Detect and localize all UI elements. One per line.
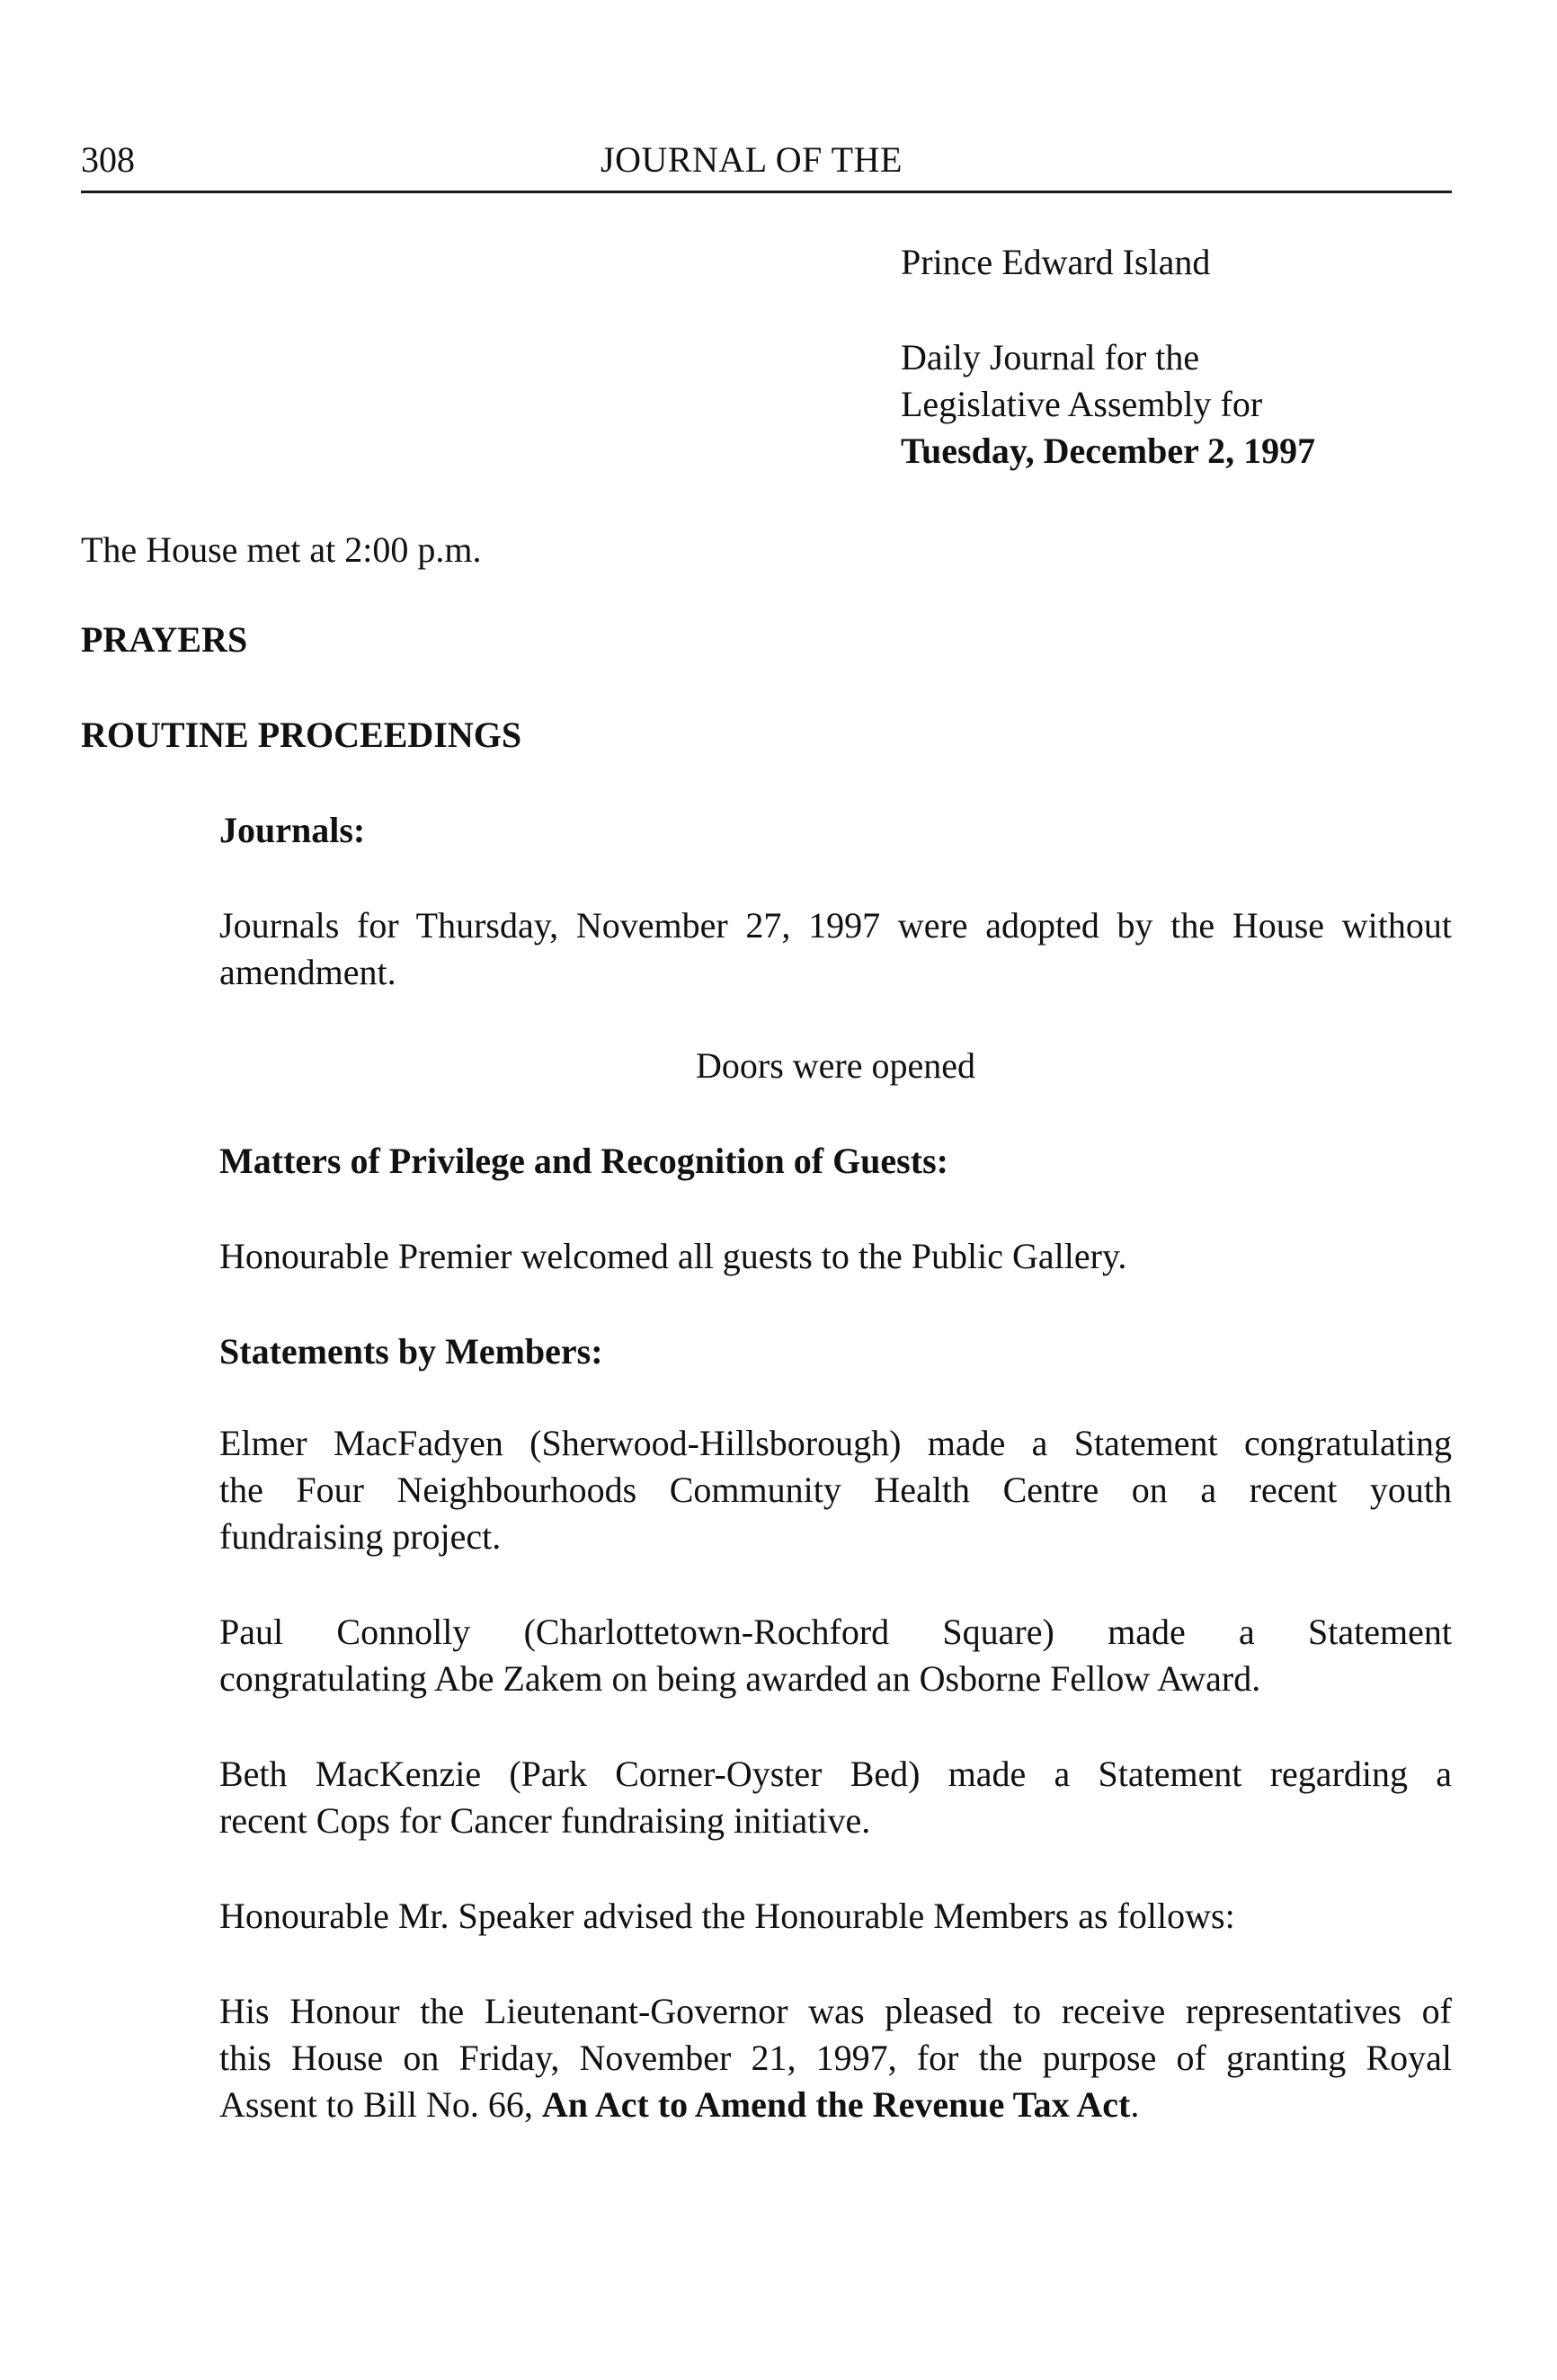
- province-name: Prince Edward Island: [901, 242, 1211, 282]
- statement-mackenzie: [219, 1751, 1452, 1844]
- journals-line-2: amendment.: [219, 952, 396, 992]
- header-rule: [81, 191, 1452, 193]
- privilege-text: Honourable Premier welcomed all guests to the Public Gallery.: [219, 1236, 1127, 1276]
- prayers-heading: PRAYERS: [81, 619, 248, 660]
- title-line-2: Legislative Assembly for: [901, 384, 1263, 424]
- macfadyen-line-2: the Four Neighbourhoods Community Health Centre on a recent youth: [219, 1470, 1452, 1510]
- assent-line-3-prefix: Assent to Bill No. 66,: [219, 2084, 542, 2125]
- journals-heading: Journals:: [219, 810, 366, 850]
- assent-line-3: [219, 2082, 1452, 2128]
- house-met-line: The House met at 2:00 p.m.: [81, 529, 482, 570]
- macfadyen-line-1: Elmer MacFadyen (Sherwood-Hillsborough) made a Statement congratulating: [219, 1423, 1452, 1463]
- mackenzie-line-1: Beth MacKenzie (Park Corner-Oyster Bed) made a Statement regarding a: [219, 1754, 1452, 1794]
- page-header: [81, 137, 1452, 187]
- statement-connolly: [219, 1609, 1452, 1702]
- privilege-heading: Matters of Privilege and Recognition of Guests:: [219, 1141, 948, 1181]
- routine-proceedings-heading: ROUTINE PROCEEDINGS: [81, 715, 522, 755]
- speaker-advice: Honourable Mr. Speaker advised the Honourable Members as follows:: [219, 1896, 1235, 1936]
- statements-heading: Statements by Members:: [219, 1331, 603, 1372]
- journals-line-1: Journals for Thursday, November 27, 1997 were adopted by the House without: [219, 905, 1452, 946]
- journals-paragraph: [219, 902, 1452, 996]
- running-head: JOURNAL OF THE: [601, 139, 903, 180]
- statement-macfadyen: [219, 1420, 1452, 1560]
- connolly-line-2: congratulating Abe Zakem on being awarded an Osborne Fellow Award.: [219, 1658, 1261, 1699]
- assent-line-1: His Honour the Lieutenant-Governor was pleased to receive representatives of: [219, 1991, 1452, 2031]
- mackenzie-line-2: recent Cops for Cancer fundraising initiative.: [219, 1800, 871, 1841]
- macfadyen-line-3: fundraising project.: [219, 1516, 502, 1557]
- assent-line-3-suffix: .: [1130, 2084, 1140, 2125]
- royal-assent-paragraph: [219, 1988, 1452, 2128]
- doors-opened-line: Doors were opened: [696, 1045, 975, 1086]
- page-number: 308: [81, 139, 135, 180]
- title-line-1: Daily Journal for the: [901, 337, 1200, 377]
- connolly-line-1: Paul Connolly (Charlottetown-Rochford Square) made a Statement: [219, 1612, 1452, 1652]
- assent-line-2: this House on Friday, November 21, 1997, for the purpose of granting Royal: [219, 2038, 1452, 2078]
- sitting-date: Tuesday, December 2, 1997: [901, 431, 1316, 471]
- bill-title: An Act to Amend the Revenue Tax Act: [541, 2084, 1131, 2125]
